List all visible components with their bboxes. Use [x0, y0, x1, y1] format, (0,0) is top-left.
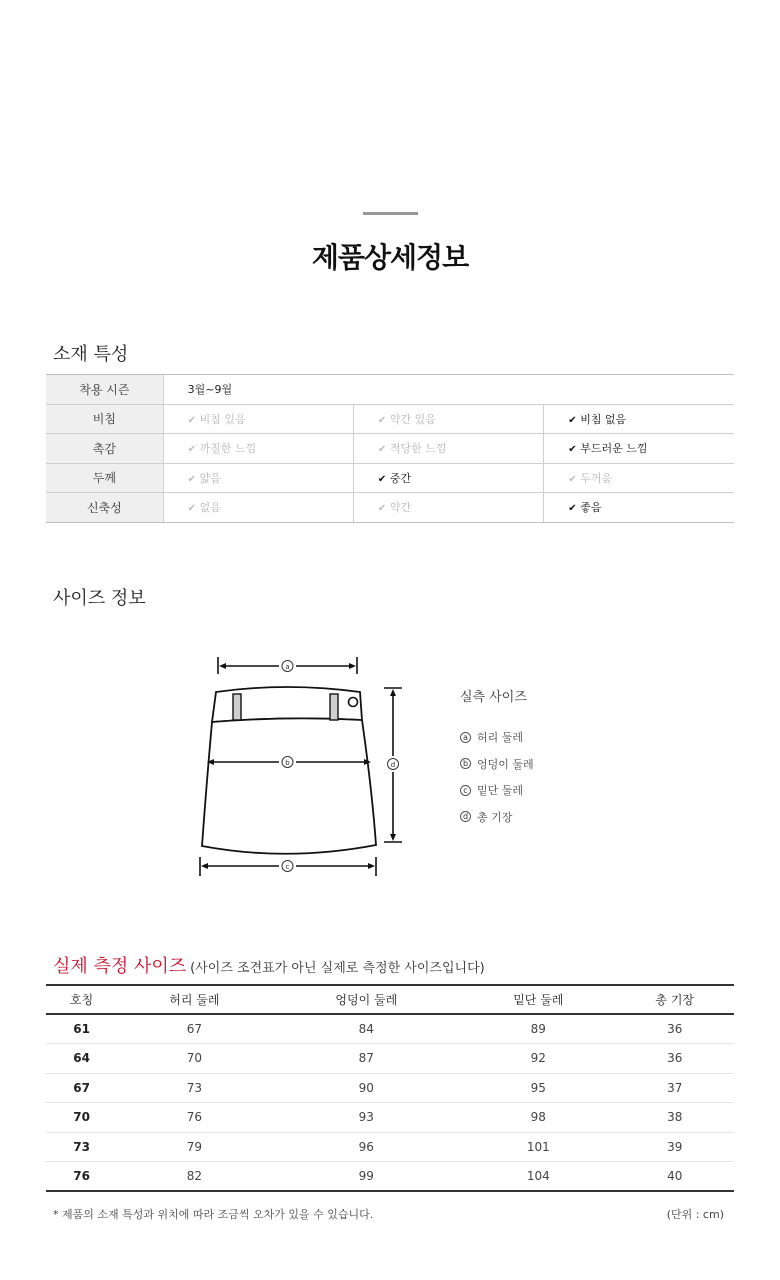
material-option-selected — [544, 493, 734, 523]
table-row — [46, 1014, 734, 1044]
check-icon: ✔ — [187, 444, 197, 456]
button-icon — [349, 698, 358, 707]
check-icon: ✔ — [568, 444, 577, 456]
legend-item — [460, 804, 534, 831]
table-row — [46, 1044, 734, 1074]
check-icon: ✔ — [568, 503, 577, 515]
material-option-text: 중간 — [389, 471, 412, 485]
legend-item — [460, 777, 534, 804]
size-value-cell: 104 — [461, 1162, 615, 1192]
material-table — [46, 374, 734, 523]
legend-mark-icon: a — [460, 732, 471, 743]
size-label-cell: 70 — [46, 1103, 117, 1133]
legend-text: 엉덩이 둘레 — [477, 757, 534, 771]
size-value-cell: 89 — [461, 1014, 615, 1044]
size-value-cell: 99 — [271, 1162, 461, 1192]
legend-mark-icon: b — [460, 758, 471, 769]
material-row-season — [46, 375, 734, 405]
size-column-header: 허리 둘레 — [117, 985, 271, 1014]
material-row-label: 비침 — [46, 404, 163, 434]
skirt-diagram — [190, 650, 420, 890]
size-table — [46, 984, 734, 1192]
material-option-selected — [544, 404, 734, 434]
size-value-cell: 92 — [461, 1044, 615, 1074]
measurement-legend — [460, 724, 534, 830]
material-option-text: 없음 — [199, 501, 221, 515]
size-value-cell: 79 — [117, 1132, 271, 1162]
material-option — [163, 463, 353, 493]
size-value-cell: 40 — [615, 1162, 734, 1192]
legend-text: 밑단 둘레 — [477, 784, 524, 798]
size-column-header: 밑단 둘레 — [461, 985, 615, 1014]
material-option — [163, 404, 353, 434]
footnote: * 제품의 소재 특성과 위치에 따라 조금씩 오차가 있을 수 있습니다. — [53, 1208, 374, 1221]
size-value-cell: 93 — [271, 1103, 461, 1133]
material-section-title: 소재 특성 — [53, 344, 129, 365]
skirt-shape — [202, 687, 376, 854]
svg-text:c: c — [285, 863, 290, 871]
check-icon: ✔ — [377, 473, 387, 485]
size-label-cell: 67 — [46, 1073, 117, 1103]
material-option — [353, 434, 543, 464]
size-value-cell: 90 — [271, 1073, 461, 1103]
size-value-cell: 73 — [117, 1073, 271, 1103]
title-divider — [363, 212, 418, 215]
material-row-label: 두께 — [46, 463, 163, 493]
measure-subtitle: (사이즈 조견표가 아닌 실제로 측정한 사이즈입니다) — [190, 961, 485, 976]
size-value-cell: 39 — [615, 1132, 734, 1162]
size-column-header: 총 기장 — [615, 985, 734, 1014]
size-section-title: 사이즈 정보 — [53, 588, 146, 609]
size-value-cell: 36 — [615, 1044, 734, 1074]
size-column-header: 엉덩이 둘레 — [271, 985, 461, 1014]
size-value-cell: 38 — [615, 1103, 734, 1133]
material-option-text: 비침 없음 — [580, 412, 627, 426]
table-row — [46, 1162, 734, 1192]
unit-label: (단위 : cm) — [666, 1208, 724, 1221]
mark-d-icon — [388, 759, 399, 770]
material-option-text: 비침 있음 — [199, 412, 246, 426]
size-value-cell: 87 — [271, 1044, 461, 1074]
material-row-label: 착용 시즌 — [46, 375, 163, 405]
material-option — [163, 434, 353, 464]
size-label-cell: 76 — [46, 1162, 117, 1192]
size-label-cell: 73 — [46, 1132, 117, 1162]
mark-c-icon — [282, 861, 293, 872]
size-value-cell: 37 — [615, 1073, 734, 1103]
material-row-label: 촉감 — [46, 434, 163, 464]
svg-text:a: a — [285, 663, 290, 671]
page-title: 제품상세정보 — [311, 241, 469, 274]
check-icon: ✔ — [187, 503, 197, 515]
table-row — [46, 1103, 734, 1133]
check-icon: ✔ — [568, 414, 577, 426]
size-table-header — [46, 985, 734, 1014]
size-value-cell: 82 — [117, 1162, 271, 1192]
material-option — [353, 493, 543, 523]
material-option-text: 약간 있음 — [389, 412, 436, 426]
material-option-text: 까칠한 느낌 — [199, 442, 257, 456]
material-row — [46, 463, 734, 493]
check-icon: ✔ — [187, 414, 197, 426]
check-icon: ✔ — [187, 473, 197, 485]
legend-item — [460, 724, 534, 751]
material-option-text: 좋음 — [580, 501, 602, 515]
size-label-cell: 61 — [46, 1014, 117, 1044]
material-option-selected — [544, 434, 734, 464]
check-icon: ✔ — [568, 473, 577, 485]
check-icon: ✔ — [377, 444, 387, 456]
material-option-selected — [353, 463, 543, 493]
table-row — [46, 1073, 734, 1103]
svg-text:d: d — [390, 761, 396, 769]
size-column-header: 호칭 — [46, 985, 117, 1014]
measure-title-main: 실제 측정 사이즈 — [53, 956, 187, 977]
legend-mark-icon: d — [460, 811, 471, 822]
size-value-cell: 98 — [461, 1103, 615, 1133]
legend-item — [460, 751, 534, 778]
material-option-text: 부드러운 느낌 — [580, 442, 648, 456]
material-option-text: 두꺼움 — [580, 471, 613, 485]
material-option-text: 얇음 — [199, 471, 221, 485]
measure-title — [53, 952, 485, 978]
size-value-cell: 84 — [271, 1014, 461, 1044]
check-icon: ✔ — [377, 503, 387, 515]
material-option — [353, 404, 543, 434]
check-icon: ✔ — [377, 414, 387, 426]
material-option-text: 약간 — [389, 501, 412, 515]
material-option-text: 적당한 느낌 — [389, 442, 447, 456]
size-value-cell: 36 — [615, 1014, 734, 1044]
size-value-cell: 95 — [461, 1073, 615, 1103]
size-value-cell: 96 — [271, 1132, 461, 1162]
size-value-cell: 70 — [117, 1044, 271, 1074]
legend-mark-icon: c — [460, 785, 471, 796]
size-value-cell: 101 — [461, 1132, 615, 1162]
svg-text:b: b — [285, 759, 290, 767]
material-row — [46, 493, 734, 523]
material-option — [163, 493, 353, 523]
table-row — [46, 1132, 734, 1162]
size-value-cell: 76 — [117, 1103, 271, 1133]
legend-text: 허리 둘레 — [477, 731, 524, 745]
material-row-label: 신축성 — [46, 493, 163, 523]
material-row — [46, 434, 734, 464]
material-row — [46, 404, 734, 434]
size-label-cell: 64 — [46, 1044, 117, 1074]
legend-title: 실측 사이즈 — [460, 690, 527, 705]
legend-text: 총 기장 — [477, 810, 513, 824]
material-option — [544, 463, 734, 493]
size-value-cell: 67 — [117, 1014, 271, 1044]
mark-b-icon — [282, 757, 293, 768]
mark-a-icon — [282, 661, 293, 672]
season-value: 3월~9월 — [163, 375, 734, 405]
